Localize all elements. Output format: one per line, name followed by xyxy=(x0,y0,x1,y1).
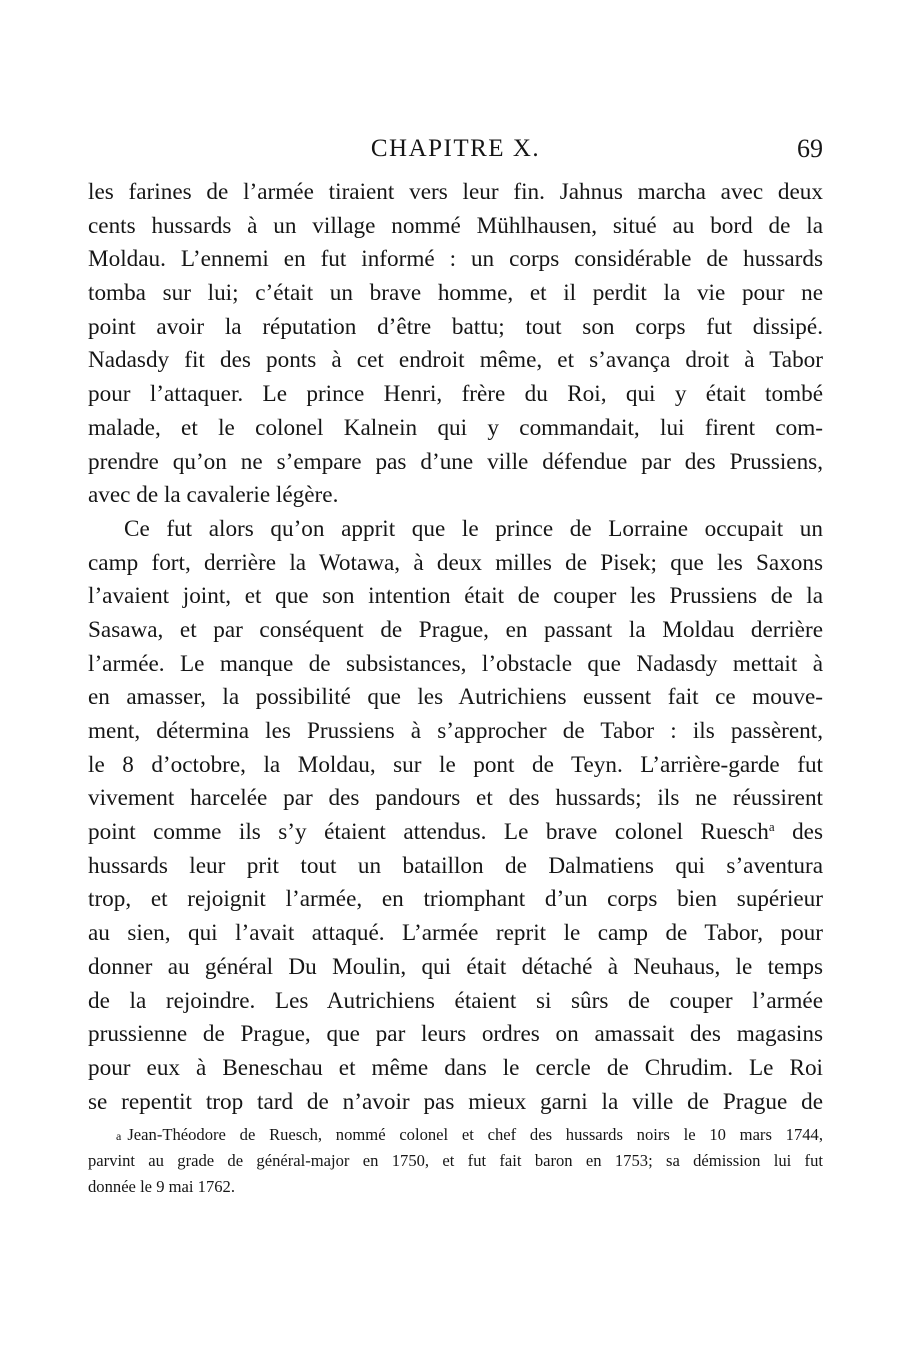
text-fragment: des xyxy=(774,819,823,846)
paragraph xyxy=(88,176,823,513)
text-line: malade, et le colonel Kalnein qui y commandait, lui firent com- xyxy=(88,414,823,441)
text-line: l’avaient joint, et que son intention était de couper les Prussiens de la xyxy=(88,583,823,610)
footnote-text: Jean-Théodore de Ruesch, nommé colonel et chef des hussards noirs le 10 mars 1744, xyxy=(127,1125,823,1144)
text-line: avec de la cavalerie légère. xyxy=(88,482,339,509)
text-line: pour eux à Beneschau et même dans le cercle de Chrudim. Le Roi xyxy=(88,1054,823,1081)
footnote-line: parvint au grade de général-major en 1750, et fut fait baron en 1753; sa démission lui fut xyxy=(88,1151,823,1170)
text-line: vivement harcelée par des pandours et des hussards; ils ne réussirent xyxy=(88,785,823,812)
text-line: Moldau. L’ennemi en fut informé : un corps considérable de hussards xyxy=(88,246,823,273)
text-fragment: point comme ils s’y étaient attendus. Le brave colonel Ruesch xyxy=(88,819,769,846)
text-line: hussards leur prit tout un bataillon de Dalmatiens qui s’aventura xyxy=(88,852,823,879)
footnotes xyxy=(88,1122,823,1200)
footnote-line: donnée le 9 mai 1762. xyxy=(88,1177,236,1196)
text-line: en amasser, la possibilité que les Autrichiens eussent fait ce mouve- xyxy=(88,684,823,711)
text-line: prussienne de Prague, que par leurs ordres on amassait des magasins xyxy=(88,1021,823,1048)
footnote-line xyxy=(88,1122,823,1148)
running-head xyxy=(88,133,823,165)
text-line: cents hussards à un village nommé Mühlhausen, situé au bord de la xyxy=(88,212,823,239)
text-line: Ce fut alors qu’on apprit que le prince de Lorraine occupait un xyxy=(124,515,823,542)
text-line: pour l’attaquer. Le prince Henri, frère du Roi, qui y était tombé xyxy=(88,381,823,408)
text-line: au sien, qui l’avait attaqué. L’armée reprit le camp de Tabor, pour xyxy=(88,920,823,947)
footnote-label: a xyxy=(116,1129,122,1143)
body-text xyxy=(88,176,823,1119)
page-number: 69 xyxy=(797,134,823,163)
footnote-marker[interactable]: a xyxy=(768,819,775,835)
text-line: Sasawa, et par conséquent de Prague, en passant la Moldau derrière xyxy=(88,616,823,643)
text-line: se repentit trop tard de n’avoir pas mieux garni la ville de Prague de xyxy=(88,1088,823,1115)
text-line-with-note xyxy=(88,816,823,850)
text-line: camp fort, derrière la Wotawa, à deux milles de Pisek; que les Saxons xyxy=(88,549,823,576)
text-line: de la rejoindre. Les Autrichiens étaient si sûrs de couper l’armée xyxy=(88,987,823,1014)
text-line: ment, détermina les Prussiens à s’approcher de Tabor : ils passèrent, xyxy=(88,718,823,744)
text-line: tomba sur lui; c’était un brave homme, et il perdit la vie pour ne xyxy=(88,280,823,307)
text-line: l’armée. Le manque de subsistances, l’obstacle que Nadasdy mettait à xyxy=(88,650,823,677)
text-line: les farines de l’armée tiraient vers leur fin. Jahnus marcha avec deux xyxy=(88,179,823,205)
text-line: donner au général Du Moulin, qui était détaché à Neuhaus, le temps xyxy=(88,953,823,980)
text-line: prendre qu’on ne s’empare pas d’une ville défendue par des Prussiens, xyxy=(88,448,823,475)
paragraph xyxy=(88,513,823,1119)
chapter-title: CHAPITRE X. xyxy=(370,135,541,162)
text-line: le 8 d’octobre, la Moldau, sur le pont de Teyn. L’arrière-garde fut xyxy=(88,751,823,778)
text-line: point avoir la réputation d’être battu; tout son corps fut dissipé. xyxy=(88,313,823,340)
text-line: Nadasdy fit des ponts à cet endroit même, et s’avança droit à Tabor xyxy=(88,347,823,374)
text-line: trop, et rejoignit l’armée, en triomphant d’un corps bien supérieur xyxy=(88,886,823,913)
